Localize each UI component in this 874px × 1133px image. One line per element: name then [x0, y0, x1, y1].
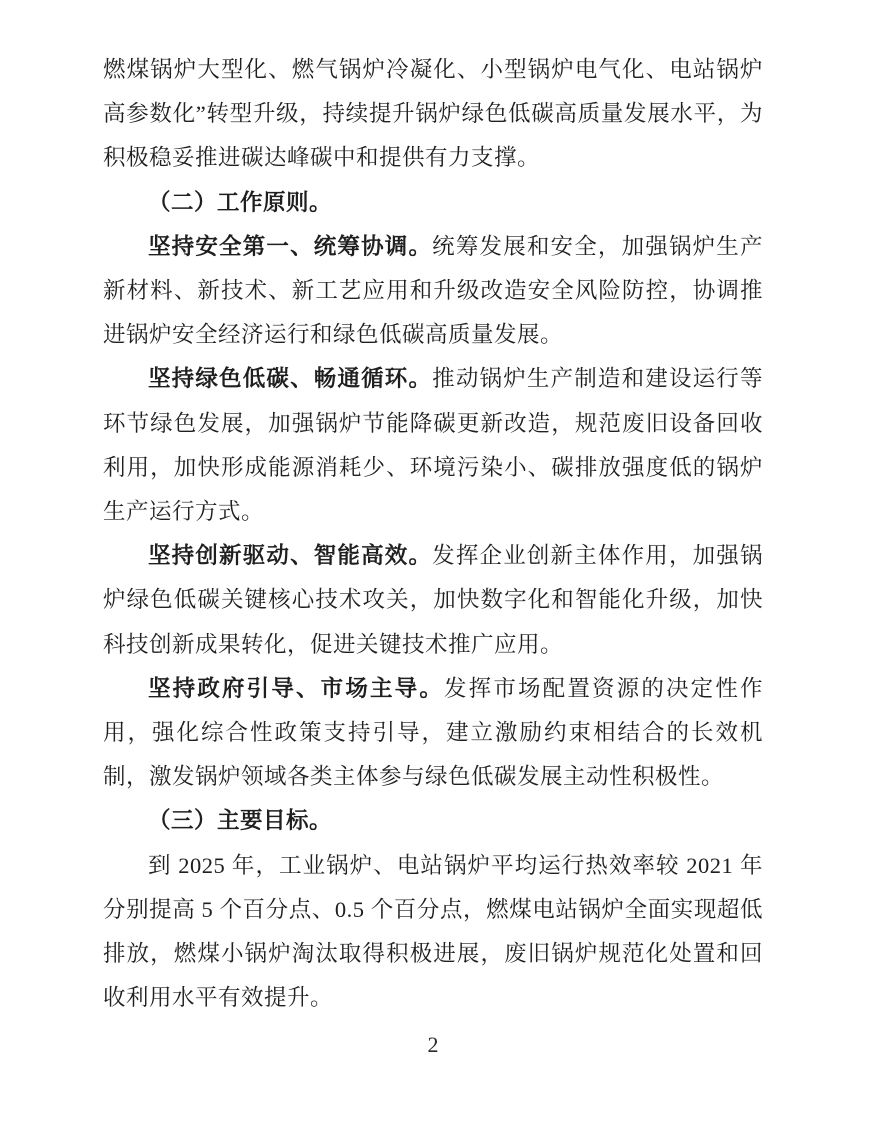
section-heading-text: （二）工作原则。	[148, 189, 333, 215]
paragraph	[103, 844, 763, 1021]
paragraph-text: 燃煤锅炉大型化、燃气锅炉冷凝化、小型锅炉电气化、电站锅炉高参数化”转型升级，持续提升锅炉绿色低碳高质量发展水平，为积极稳妥推进碳达峰碳中和提供有力支撑。	[103, 57, 763, 171]
paragraph-lead: 坚持绿色低碳、畅通循环。	[148, 366, 433, 392]
paragraph-text: 发挥市场配置资源的决定性作用，强化综合性政策支持引导，建立激励约束相结合的长效机制，激发锅炉领域各类主体参与绿色低碳发展主动性积极性。	[103, 675, 763, 790]
paragraph	[103, 667, 763, 800]
paragraph-lead: 坚持安全第一、统筹协调。	[148, 233, 433, 259]
section-heading	[103, 181, 763, 225]
section-heading-text: （三）主要目标。	[148, 808, 333, 834]
section-heading	[103, 799, 763, 843]
paragraph	[103, 225, 763, 358]
paragraph-text: 到 2025 年，工业锅炉、电站锅炉平均运行热效率较 2021 年分别提高 5 个百分点、0.5 个百分点，燃煤电站锅炉全面实现超低排放，燃煤小锅炉淘汰取得积极进展，废旧锅炉规范化处置和回收利用水平有效提升。	[103, 852, 763, 1011]
paragraph	[103, 534, 763, 667]
paragraph-text: 推动锅炉生产制造和建设运行等环节绿色发展，加强锅炉节能降碳更新改造，规范废旧设备回收利用，加快形成能源消耗少、环境污染小、碳排放强度低的锅炉生产运行方式。	[103, 366, 763, 525]
paragraph	[103, 48, 763, 181]
paragraph-text: 发挥企业创新主体作用，加强锅炉绿色低碳关键核心技术攻关，加快数字化和智能化升级，加快科技创新成果转化，促进关键技术推广应用。	[103, 543, 763, 657]
paragraph-lead: 坚持政府引导、市场主导。	[148, 675, 444, 701]
paragraph	[103, 357, 763, 534]
paragraph-lead: 坚持创新驱动、智能高效。	[148, 543, 433, 569]
paragraph-text: 统筹发展和安全，加强锅炉生产新材料、新技术、新工艺应用和升级改造安全风险防控，协调推进锅炉安全经济运行和绿色低碳高质量发展。	[103, 233, 763, 348]
document-body	[103, 48, 763, 1020]
page-number: 2	[427, 1032, 439, 1057]
